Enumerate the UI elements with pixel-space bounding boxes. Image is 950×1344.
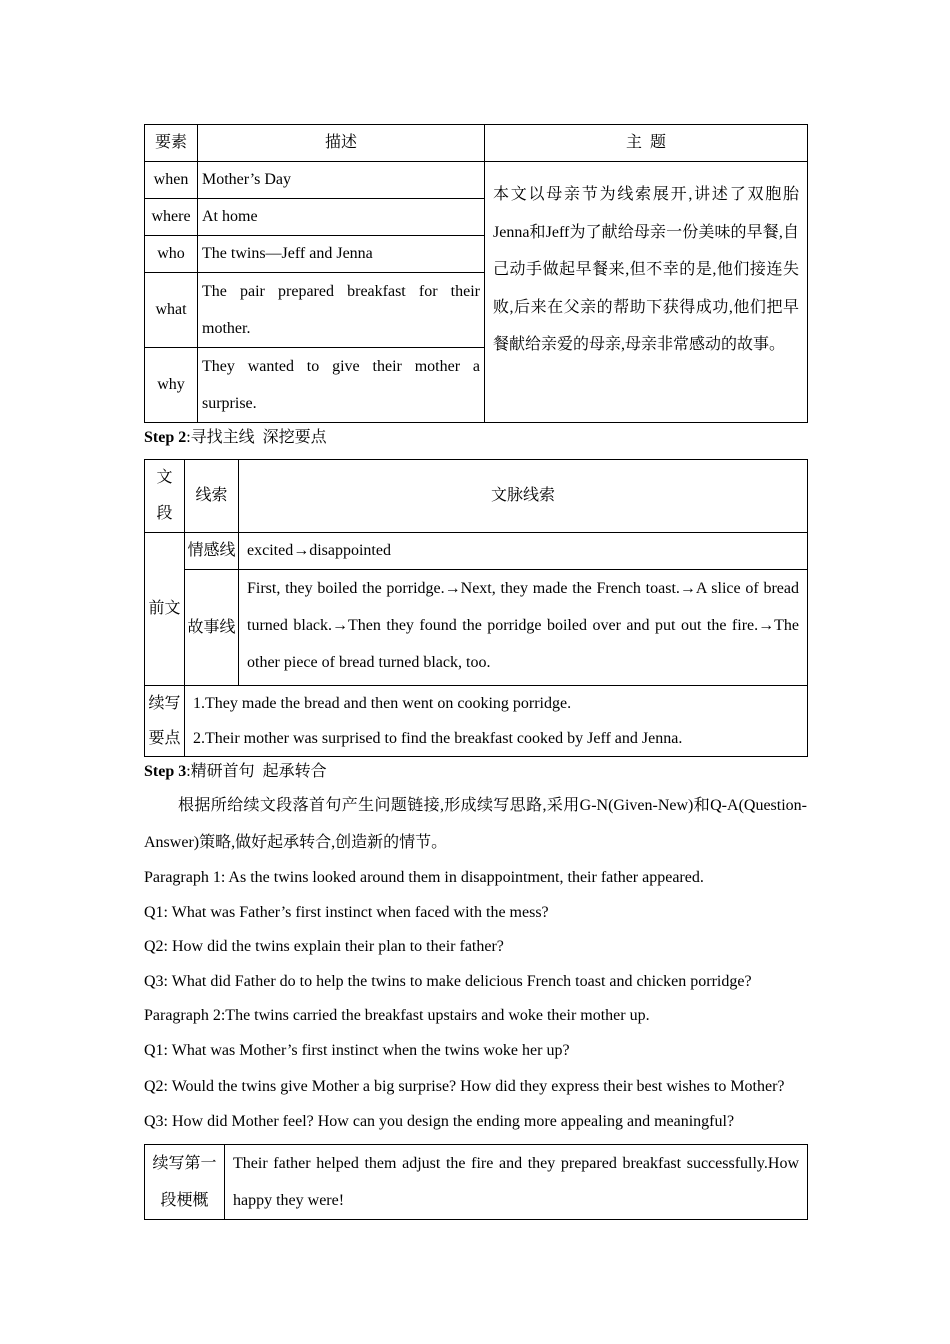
row-label: what [145,273,198,348]
table-row [145,125,808,162]
summary-text: Their father helped them adjust the fire and they prepared breakfast successfully.How happy they were! [225,1144,808,1219]
step2-title: :寻找主线 深挖要点 [186,429,327,446]
question: Q3: What did Father do to help the twins to make delicious French toast and chicken porridge? [144,972,752,990]
list-item: 2.Their mother was surprised to find the breakfast cooked by Jeff and Jenna. [193,730,683,747]
summary-label: 续写第一段梗概 [145,1144,225,1219]
intro-paragraph: 根据所给续文段落首句产生问题链接,形成续写思路,采用G-N(Given-New)和Q-A(Question-Answer)策略,做好起承转合,创造新的情节。 [144,797,807,851]
question: Q1: What was Father’s first instinct when faced with the mess? [144,903,549,921]
question: Q2: Would the twins give Mother a big surprise? How did they express their best wishes to Mother? [144,1078,785,1095]
clues-table [144,459,808,757]
step3-title: :精研首句 起承转合 [186,763,327,780]
elements-table [144,124,808,423]
header-clue: 线索 [185,460,239,533]
emotion-text: excited→disappointed [239,533,808,570]
table-row [145,162,808,199]
row-label: where [145,199,198,236]
row-value: The pair prepared breakfast for their mother. [198,273,485,348]
theme-text: 本文以母亲节为线索展开,讲述了双胞胎Jenna和Jeff为了献给母亲一份美味的早餐,自己动手做起早餐来,但不幸的是,他们接连失败,后来在父亲的帮助下获得成功,他们把早餐献给亲爱的母亲,母亲非常感动的故事。 [485,162,808,423]
row-label: who [145,236,198,273]
row-label: when [145,162,198,199]
list-item: 1.They made the bread and then went on cooking porridge. [193,695,572,712]
row-value: At home [198,199,485,236]
row-value: Mother’s Day [198,162,485,199]
step3-heading [144,757,807,787]
question: Q2: How did the twins explain their plan to their father? [144,938,504,955]
continue-points [185,686,808,757]
header-context: 文脉线索 [239,460,808,533]
step3-label: Step 3 [144,763,187,780]
front-label: 前文 [145,533,185,686]
header-theme: 主 题 [485,125,808,162]
summary-table [144,1144,808,1220]
story-label: 故事线 [185,570,239,686]
story-text: First, they boiled the porridge.→Next, they made the French toast.→A slice of bread turned black.→Then they found the porridge boiled over and put out the fire.→The other piece of bread turned black, too. [239,570,808,686]
paragraph2-sentence: Paragraph 2:The twins carried the breakfast upstairs and woke their mother up. [144,1007,650,1024]
paragraph1-sentence: Paragraph 1: As the twins looked around them in disappointment, their father appeared. [144,869,704,886]
question: Q1: What was Mother’s first instinct when the twins woke her up? [144,1041,570,1059]
continue-label: 续写要点 [145,686,185,757]
question: Q3: How did Mother feel? How can you design the ending more appealing and meaningful? [144,1113,735,1130]
table-row [145,686,808,757]
table-row [145,460,808,533]
document-content [144,124,807,1220]
row-value: They wanted to give their mother a surprise. [198,348,485,423]
row-label: why [145,348,198,423]
table-row [145,533,808,570]
step2-heading [144,423,807,453]
header-description: 描述 [198,125,485,162]
table-row [145,570,808,686]
row-value: The twins—Jeff and Jenna [198,236,485,273]
header-element: 要素 [145,125,198,162]
table-row [145,1144,808,1219]
step2-label: Step 2 [144,429,187,446]
emotion-label: 情感线 [185,533,239,570]
header-section: 文段 [145,460,185,533]
